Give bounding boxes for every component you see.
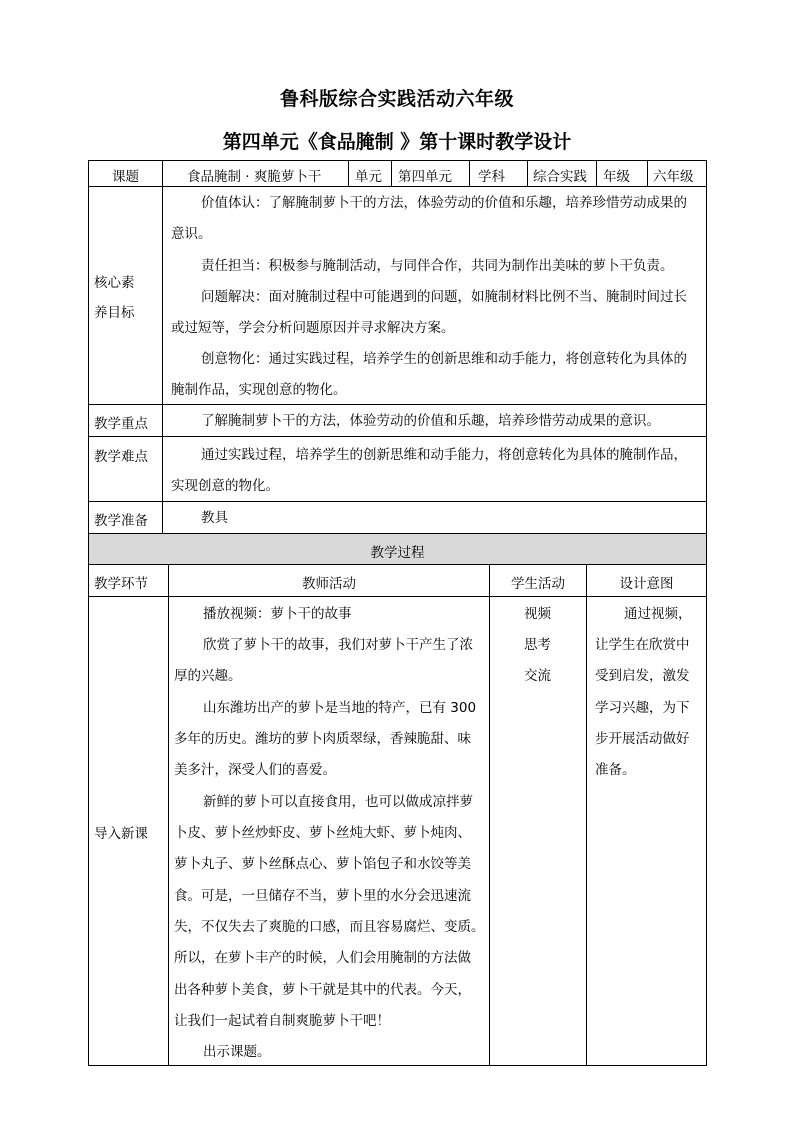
info-grade-value: 六年级: [653, 169, 694, 185]
design-line: 通过视频，: [624, 606, 692, 622]
preparation-label: 教学准备: [94, 513, 148, 529]
teacher-line: 美多汁，深受人们的喜爱。: [174, 762, 336, 778]
info-topic-value-cell: [162, 160, 349, 187]
header-design-cell: [586, 564, 707, 597]
header-stage-cell: [88, 564, 169, 597]
key-point-label: 教学重点: [94, 416, 148, 432]
core-goal-line: 意识。: [171, 226, 212, 242]
teacher-line: 播放视频：萝卜干的故事: [203, 606, 352, 622]
info-unit-value: 第四单元: [398, 169, 452, 185]
info-topic-value: 食品腌制 · 爽脆萝卜干: [187, 169, 322, 185]
process-banner-cell: [88, 533, 707, 565]
core-goal-line: 价值体认：了解腌制萝卜干的方法，体验劳动的价值和乐趣，培养珍惜劳动成果的: [201, 195, 687, 211]
info-subject-value: 综合实践: [533, 169, 587, 185]
document-subtitle: 第四单元《食品腌制 》第十课时教学设计: [222, 131, 572, 153]
design-line: 受到启发，激发: [595, 668, 690, 684]
teacher-line: 山东潍坊出产的萝卜是当地的特产，已有 300: [203, 700, 477, 716]
key-point-text: 了解腌制萝卜干的方法，体验劳动的价值和乐趣，培养珍惜劳动成果的意识。: [201, 413, 660, 429]
info-unit-label: 单元: [355, 169, 382, 185]
teacher-line: 出各种萝卜美食，萝卜干就是其中的代表。今天，: [174, 982, 471, 998]
design-line: 步开展活动做好: [595, 731, 690, 747]
student-activity-cell: [489, 596, 587, 1066]
core-goal-line: 腌制作品，实现创意的物化。: [171, 382, 347, 398]
info-unit-label-cell: [348, 160, 392, 187]
stage-cell: [88, 596, 169, 1066]
teacher-line: 让我们一起试着自制爽脆萝卜干吧！: [174, 1013, 390, 1029]
preparation-text: 教具: [201, 510, 228, 526]
difficulty-line: 实现创意的物化。: [171, 478, 279, 494]
core-goals-content-cell: [162, 186, 707, 405]
design-line: 准备。: [595, 762, 636, 778]
header-stage: 教学环节: [94, 576, 148, 592]
header-design: 设计意图: [619, 576, 674, 592]
stage-text: 导入新课: [94, 826, 148, 842]
key-point-content-cell: [162, 404, 707, 437]
info-grade-label-cell: [596, 160, 648, 187]
student-line: 视频: [524, 606, 551, 622]
teacher-line: 多年的历史。潍坊的萝卜肉质翠绿，香辣脆甜、味: [174, 731, 471, 747]
design-line: 学习兴趣，为下: [595, 700, 690, 716]
teacher-line: 欣赏了萝卜干的故事，我们对萝卜干产生了浓: [203, 637, 473, 653]
info-grade-label: 年级: [603, 169, 630, 185]
teacher-line: 出示课题。: [203, 1044, 271, 1060]
header-student-cell: [489, 564, 587, 597]
preparation-content-cell: [162, 501, 707, 534]
teacher-line: 卜皮、萝卜丝炒虾皮、萝卜丝炖大虾、萝卜炖肉、: [174, 825, 471, 841]
document-title: 鲁科版综合实践活动六年级: [279, 88, 514, 110]
key-point-label-cell: [88, 404, 163, 437]
student-line: 思考: [524, 637, 551, 653]
core-goals-label-cell: [88, 186, 163, 405]
process-banner: 教学过程: [370, 545, 425, 561]
teacher-line: 失，不仅失去了爽脆的口感，而且容易腐烂、变质。: [174, 919, 485, 935]
info-subject-label-cell: [469, 160, 528, 187]
teacher-line: 萝卜丸子、萝卜丝酥点心、萝卜馅包子和水饺等美: [174, 856, 471, 872]
core-goal-line: 问题解决：面对腌制过程中可能遇到的问题，如腌制材料比例不当、腌制时间过长: [201, 289, 687, 305]
design-line: 让学生在欣赏中: [595, 637, 690, 653]
difficulty-content-cell: [162, 436, 707, 502]
core-goals-label-line2: 养目标: [94, 305, 135, 321]
info-unit-value-cell: [391, 160, 470, 187]
design-intent-cell: [586, 596, 707, 1066]
header-student: 学生活动: [511, 576, 565, 592]
header-teacher: 教师活动: [302, 576, 356, 592]
info-topic-label-cell: [88, 160, 163, 187]
teacher-line: 新鲜的萝卜可以直接食用，也可以做成凉拌萝: [203, 794, 473, 810]
core-goal-line: 责任担当：积极参与腌制活动，与同伴合作，共同为制作出美味的萝卜干负责。: [201, 258, 674, 274]
teacher-line: 食。可是，一旦储存不当，萝卜里的水分会迅速流: [174, 888, 471, 904]
core-goal-line: 或过短等，学会分析问题原因并寻求解决方案。: [171, 320, 455, 336]
difficulty-label-cell: [88, 436, 163, 502]
student-line: 交流: [524, 668, 551, 684]
header-teacher-cell: [168, 564, 490, 597]
core-goal-line: 创意物化：通过实践过程，培养学生的创新思维和动手能力，将创意转化为具体的: [201, 351, 687, 367]
preparation-label-cell: [88, 501, 163, 534]
core-goals-label-line1: 核心素: [94, 275, 135, 291]
info-topic-label: 课题: [112, 169, 139, 185]
info-subject-label: 学科: [478, 169, 505, 185]
info-grade-value-cell: [647, 160, 707, 187]
info-subject-value-cell: [527, 160, 597, 187]
difficulty-line: 通过实践过程，培养学生的创新思维和动手能力，将创意转化为具体的腌制作品，: [201, 447, 687, 463]
teacher-line: 所以，在萝卜丰产的时候，人们会用腌制的方法做: [174, 950, 471, 966]
teacher-activity-cell: [168, 596, 490, 1066]
teacher-line: 厚的兴趣。: [174, 668, 242, 684]
difficulty-label: 教学难点: [94, 449, 148, 465]
